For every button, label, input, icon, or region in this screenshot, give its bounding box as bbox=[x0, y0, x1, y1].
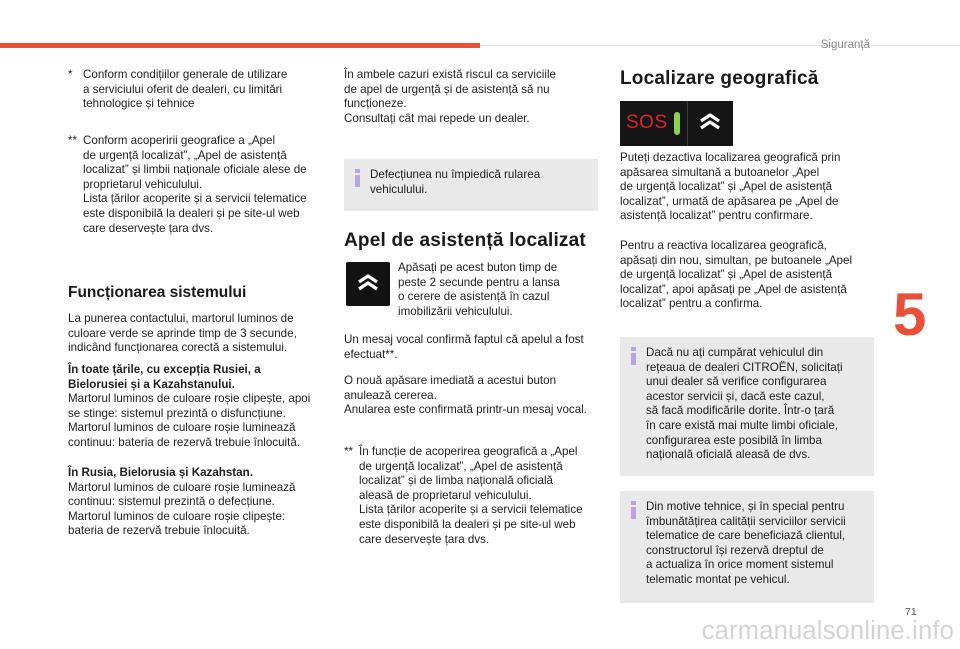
section-heading-assistance-call: Apel de asistență localizat bbox=[344, 230, 586, 251]
paragraph-startup: La punerea contactului, martorul luminos de culoare verde se aprinde timp de 3 secunde, indicând funcționarea corectă a sistemului. bbox=[68, 312, 297, 355]
paragraph-cancel: O nouă apăsare imediată a acestui buton anulează cererea. Anularea este confirmată printr-un mesaj vocal. bbox=[344, 374, 587, 417]
info-icon bbox=[628, 501, 639, 519]
paragraph-voice-message: Un mesaj vocal confirmă faptul că apelul a fost efectuat**. bbox=[344, 333, 584, 361]
info-text: Dacă nu ați cumpărat vehiculul din rețeaua de dealeri CITROËN, solicitați unui dealer să verifice configurarea acestor servicii și, dacă este cazul, să facă modificările dorite. Într-o țară în care există mai multe limbi oficiale, configurarea este posibilă în limba națională oficială aleasă de dvs. bbox=[646, 346, 843, 462]
section-heading-geolocation: Localizare geografică bbox=[620, 68, 819, 89]
paragraph-deactivate: Puteți dezactiva localizarea geografică prin apăsarea simultană a butoanelor „Apel de urgență localizat” și „Apel de asistență localizat”, urmată de apăsarea pe „Apel de asistență localizat” pentru confirmare. bbox=[620, 151, 841, 223]
accent-bar bbox=[0, 43, 480, 48]
footnote-mark: ** bbox=[68, 134, 78, 147]
paragraph-all-countries: În toate țările, cu excepția Rusiei, a Bielorusiei și a Kazahstanului. Martorul luminos de culoare roșie clipește, apoi se stinge: sistemul prezintă o disfuncțiune. Martorul luminos de culoare roșie luminează continuu: bateria de rezervă trebuie înlocuită. bbox=[68, 363, 311, 449]
info-box-defect bbox=[344, 159, 598, 211]
footnote-mark: ** bbox=[344, 445, 354, 458]
header-rule bbox=[480, 45, 960, 46]
sos-button-icon bbox=[620, 101, 688, 146]
paragraph-button-usage: Apăsați pe acest buton timp de peste 2 secunde pentru a lansa o cerere de asistență în cazul imobilizării vehiculului. bbox=[398, 261, 560, 318]
chapter-number: 5 bbox=[893, 281, 927, 348]
green-led-icon bbox=[674, 112, 680, 135]
sos-buttons-illustration bbox=[620, 101, 732, 146]
sos-label: SOS bbox=[626, 112, 668, 133]
footnote-text: Conform acoperirii geografice a „Apel de urgență localizat”, „Apel de asistență localizat” și limbii naționale oficiale alese de proprietarul vehiculului. Lista țărilor acoperite și a servicii telematice este disponibilă la dealeri și pe site-ul web care deservește țara dvs. bbox=[83, 134, 307, 235]
info-text: Din motive tehnice, și în special pentru îmbunătățirea calității serviciilor servicii telematice de care beneficiază clientul, constructorul își rezervă dreptul de a actualiza în orice moment sistemul telematic montat pe vehicul. bbox=[646, 500, 846, 586]
info-text: Defecțiunea nu împiedică rularea vehiculului. bbox=[370, 168, 541, 196]
page-number: 71 bbox=[905, 606, 917, 618]
assistance-button-icon bbox=[687, 101, 733, 146]
info-box-dealer bbox=[620, 337, 874, 476]
paragraph-reactivate: Pentru a reactiva localizarea geografică, apăsați din nou, simultan, pe butoanele „Apel de urgență localizat” și „Apel de asistență localizat”, apoi apăsați pe „Apel de asistență localizat” pentru a confirma. bbox=[620, 239, 853, 311]
footnote-conditions bbox=[68, 68, 339, 112]
footnote-coverage bbox=[68, 134, 339, 236]
footnote-mark: * bbox=[68, 68, 73, 81]
citroen-chevrons-icon bbox=[688, 101, 732, 145]
info-box-technical bbox=[620, 491, 874, 603]
info-icon bbox=[352, 169, 363, 187]
footnote-geo-coverage bbox=[344, 445, 615, 547]
footnote-text: În funcție de acoperirea geografică a „Apel de urgență localizat”, „Apel de asistență localizat” și de limba națională oficială aleasă de proprietarul vehiculului. Lista țărilor acoperite și a servicii telematice este disponibilă la dealeri și pe site-ul web care deservește țara dvs. bbox=[359, 445, 583, 546]
footnote-text: Conform condițiilor generale de utilizare a serviciului oferit de dealeri, cu limitări tehnologice și tehnice bbox=[83, 68, 288, 111]
paragraph-russia: În Rusia, Bielorusia și Kazahstan. Martorul luminos de culoare roșie luminează continuu: sistemul prezintă o defecțiune. Martorul luminos de culoare roșie clipește: bateria de rezervă trebuie înlocuită. bbox=[68, 466, 296, 538]
citroen-chevrons-icon bbox=[346, 262, 390, 306]
assistance-button-icon bbox=[346, 262, 390, 306]
info-icon bbox=[628, 347, 639, 365]
paragraph-risk: În ambele cazuri există riscul ca serviciile de apel de urgență și de asistență să nu funcționeze. Consultați cât mai repede un dealer. bbox=[344, 68, 556, 125]
section-title: Siguranță bbox=[820, 39, 870, 51]
section-heading-system-operation: Funcționarea sistemului bbox=[68, 284, 247, 301]
watermark: carmanualsonline.info bbox=[701, 617, 954, 645]
